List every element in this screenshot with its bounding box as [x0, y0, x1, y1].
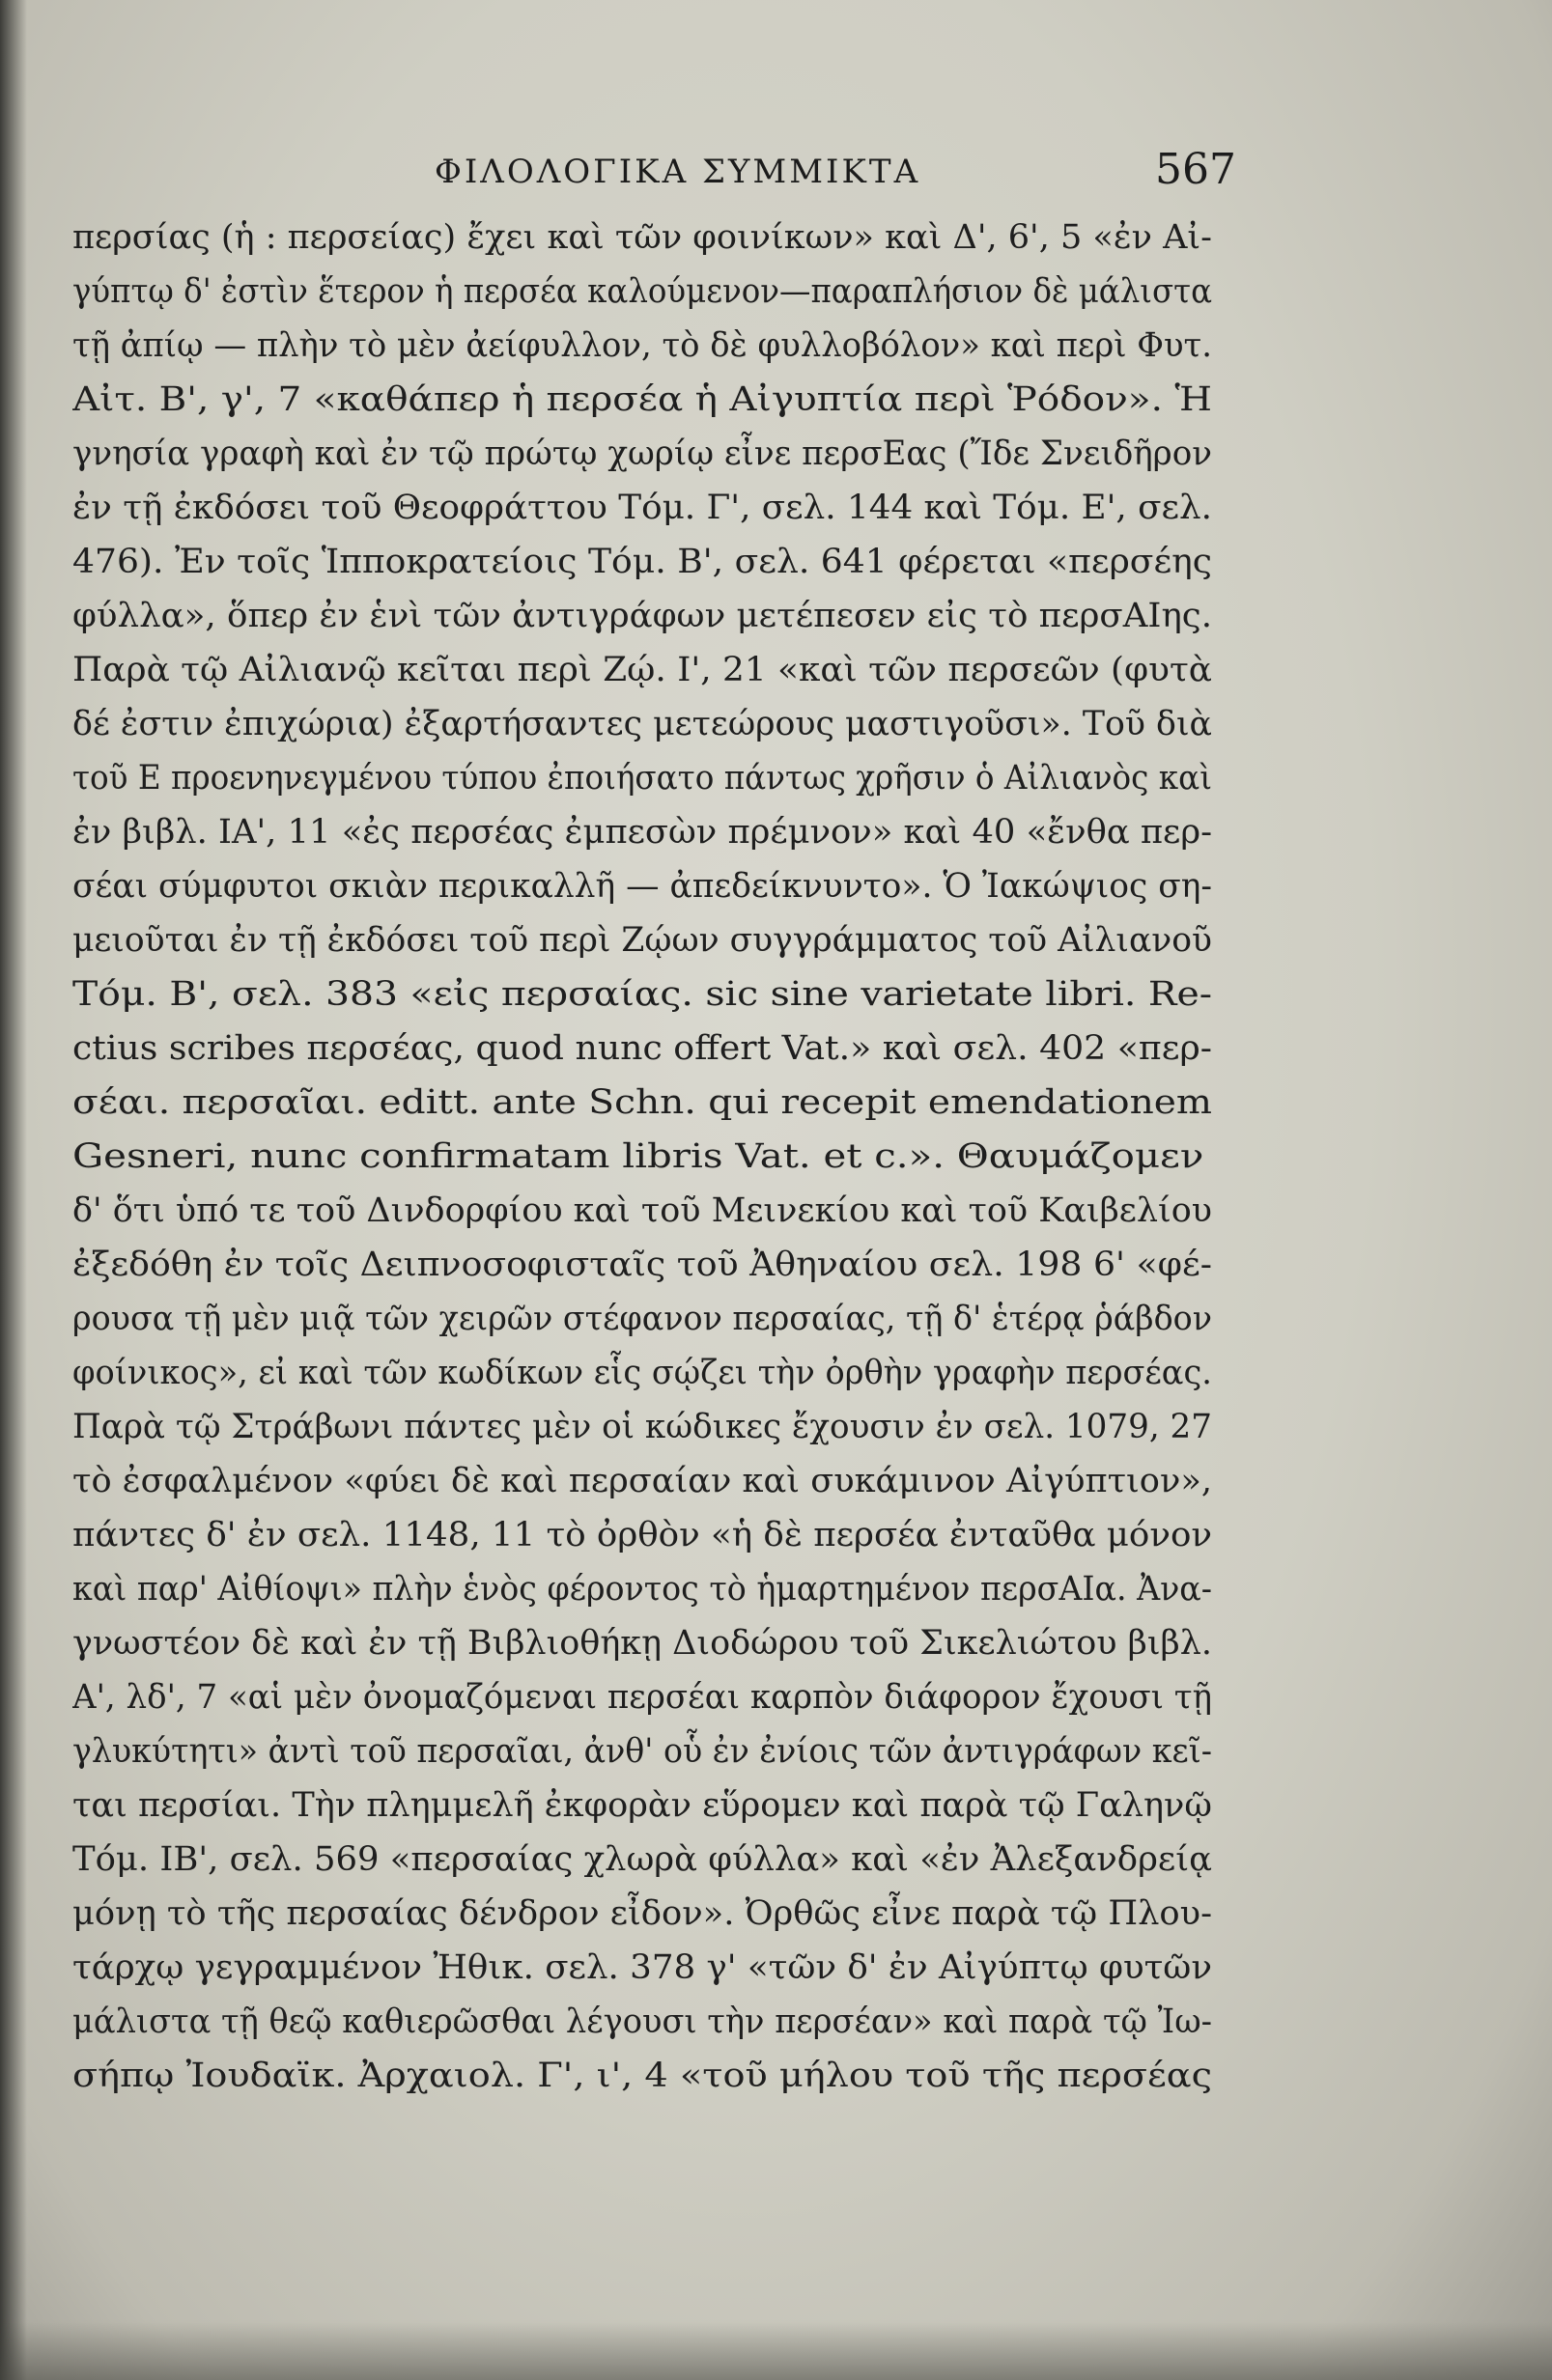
body-text — [72, 210, 1212, 2103]
text-line: καὶ παρ' Αἰθίοψι» πλὴν ἑνὸς φέροντος τὸ ἡμαρτημένον περσΑΙα. Ἀνα- — [72, 1570, 1212, 1609]
text-line: Α', λδ', 7 «αἱ μὲν ὀνομαζόμεναι περσέαι καρπὸν διάφορον ἔχουσι τῇ — [72, 1678, 1212, 1717]
text-line: σέαι. περσαῖαι. editt. ante Schn. qui recepit emendationem — [72, 1083, 1212, 1122]
text-line: ἐν βιβλ. ΙΑ', 11 «ἐς περσέας ἐμπεσὼν πρέμνον» καὶ 40 «ἔνθα περ- — [72, 813, 1212, 852]
text-line: ρουσα τῇ μὲν μιᾷ τῶν χειρῶν στέφανον περσαίας, τῇ δ' ἑτέρᾳ ῥάβδον — [72, 1300, 1212, 1338]
text-line: τάρχῳ γεγραμμένον Ἠθικ. σελ. 378 γ' «τῶν δ' ἐν Αἰγύπτῳ φυτῶν — [72, 1948, 1212, 1987]
text-line: τὸ ἐσφαλμένον «φύει δὲ καὶ περσαίαν καὶ συκάμινον Αἰγύπτιον», — [72, 1462, 1212, 1500]
text-line: περσίας (ἡ : περσείας) ἔχει καὶ τῶν φοινίκων» καὶ Δ', 6', 5 «ἐν Αἰ- — [72, 218, 1212, 257]
text-line: Τόμ. ΙΒ', σελ. 569 «περσαίας χλωρὰ φύλλα» καὶ «ἐν Ἀλεξανδρείᾳ — [72, 1840, 1212, 1879]
text-line: ctius scribes περσέας, quod nunc offert Vat.» καὶ σελ. 402 «περ- — [72, 1029, 1212, 1068]
text-line: γνησία γραφὴ καὶ ἐν τῷ πρώτῳ χωρίῳ εἶνε περσΕας (Ἴδε Σνειδῆρον — [72, 434, 1212, 473]
text-line: γλυκύτητι» ἀντὶ τοῦ περσαῖαι, ἀνθ' οὗ ἐν ἐνίοις τῶν ἀντιγράφων κεῖ- — [72, 1732, 1212, 1771]
text-line: ἐξεδόθη ἐν τοῖς Δειπνοσοφισταῖς τοῦ Ἀθηναίου σελ. 198 6' «φέ- — [72, 1246, 1212, 1284]
text-line: ἐν τῇ ἐκδόσει τοῦ Θεοφράττου Τόμ. Γ', σελ. 144 καὶ Τόμ. Ε', σελ. — [72, 489, 1212, 527]
text-line: πάντες δ' ἐν σελ. 1148, 11 τὸ ὀρθὸν «ἡ δὲ περσέα ἐνταῦθα μόνον — [72, 1516, 1212, 1554]
text-line: φοίνικος», εἰ καὶ τῶν κωδίκων εἷς σῴζει τὴν ὀρθὴν γραφὴν περσέας. — [72, 1354, 1212, 1392]
text-line: σέαι σύμφυτοι σκιὰν περικαλλῆ — ἀπεδείκνυντο». Ὁ Ἰακώψιος ση- — [72, 867, 1212, 906]
text-line: δ' ὅτι ὑπό τε τοῦ Δινδορφίου καὶ τοῦ Μεινεκίου καὶ τοῦ Καιβελίου — [72, 1191, 1212, 1230]
text-line: δέ ἐστιν ἐπιχώρια) ἐξαρτήσαντες μετεώρους μαστιγοῦσι». Τοῦ διὰ — [72, 705, 1212, 743]
text-line: τῇ ἀπίῳ — πλὴν τὸ μὲν ἀείφυλλον, τὸ δὲ φυλλοβόλον» καὶ περὶ Φυτ. — [72, 326, 1212, 365]
text-line: Παρὰ τῷ Αἰλιανῷ κεῖται περὶ Ζῴ. Ι', 21 «καὶ τῶν περσεῶν (φυτὰ — [72, 651, 1212, 689]
text-line: Gesneri, nunc confirmatam libris Vat. et c.». Θαυμάζομεν — [72, 1137, 1204, 1176]
text-line: 476). Ἐν τοῖς Ἱπποκρατείοις Τόμ. Β', σελ. 641 φέρεται «περσέης — [72, 543, 1212, 581]
text-line: γνωστέον δὲ καὶ ἐν τῇ Βιβλιοθήκῃ Διοδώρου τοῦ Σικελιώτου βιβλ. — [72, 1624, 1212, 1663]
text-line: Αἰτ. Β', γ', 7 «καθάπερ ἡ περσέα ἡ Αἰγυπτία περὶ Ῥόδον». Ἡ — [72, 380, 1212, 419]
text-line: μόνῃ τὸ τῆς περσαίας δένδρον εἶδον». Ὀρθῶς εἶνε παρὰ τῷ Πλου- — [72, 1894, 1212, 1933]
text-line: γύπτῳ δ' ἐστὶν ἕτερον ἡ περσέα καλούμενον—παραπλήσιον δὲ μάλιστα — [72, 272, 1212, 311]
page-number: 567 — [1155, 145, 1236, 194]
page-header — [145, 145, 1236, 203]
text-line: Τόμ. Β', σελ. 383 «εἰς περσαίας. sic sine varietate libri. Re- — [72, 975, 1212, 1014]
text-line: Παρὰ τῷ Στράβωνι πάντες μὲν οἱ κώδικες ἔχουσιν ἐν σελ. 1079, 27 — [72, 1408, 1212, 1446]
text-line: μάλιστα τῇ θεῷ καθιερῶσθαι λέγουσι τὴν περσέαν» καὶ παρὰ τῷ Ἰω- — [72, 2002, 1212, 2041]
running-head: ΦΙΛΟΛΟΓΙΚΑ ΣΥΜΜΙΚΤΑ — [435, 153, 921, 191]
text-line: μειοῦται ἐν τῇ ἐκδόσει τοῦ περὶ Ζῴων συγγράμματος τοῦ Αἰλιανοῦ — [72, 921, 1212, 960]
text-line: φύλλα», ὅπερ ἐν ἑνὶ τῶν ἀντιγράφων μετέπεσεν εἰς τὸ περσΑΙης. — [72, 597, 1212, 635]
text-line: ται περσίαι. Τὴν πλημμελῆ ἐκφορὰν εὕρομεν καὶ παρὰ τῷ Γαληνῷ — [72, 1786, 1212, 1825]
text-line: τοῦ Ε προενηνεγμένου τύπου ἐποιήσατο πάντως χρῆσιν ὁ Αἰλιανὸς καὶ — [72, 759, 1212, 798]
text-line: σήπῳ Ἰουδαϊκ. Ἀρχαιολ. Γ', ι', 4 «τοῦ μήλου τοῦ τῆς περσέας — [72, 2057, 1212, 2095]
